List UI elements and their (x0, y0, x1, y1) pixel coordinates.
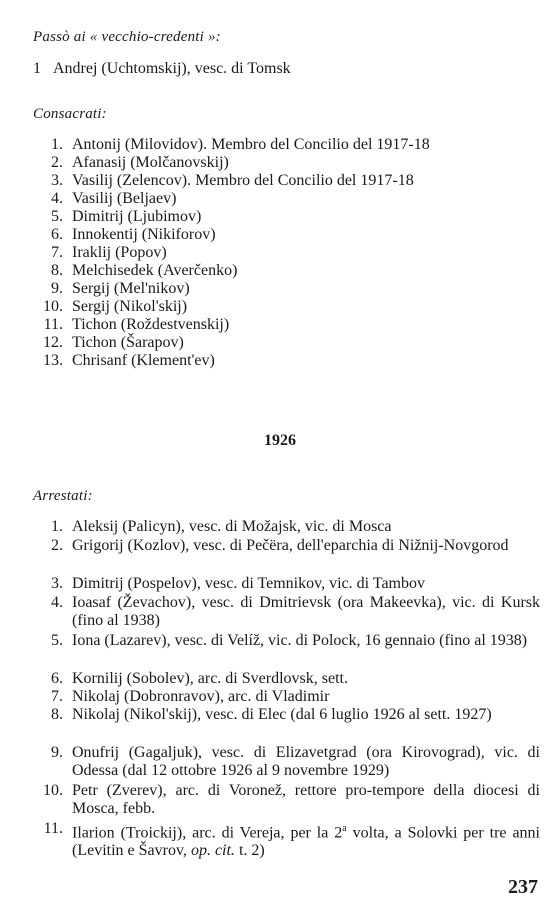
list-item-text: Ilarion (Troickij), arc. di Vereja, per la 2$^a$ volta, a Solovki per tre anni (Levitin e Šavrov, op. cit. t. 2) (72, 823, 541, 859)
page-number: 237 (508, 876, 538, 898)
transferred-text: Andrej (Uchtomskij), vesc. di Tomsk (53, 60, 291, 77)
transferred-heading: Passò ai « vecchio-credenti »: (33, 29, 221, 45)
year-heading: 1926 (264, 432, 296, 449)
arrested-heading: Arrestati: (33, 488, 93, 504)
consecrated-heading: Consacrati: (33, 106, 107, 122)
transferred-entry (33, 60, 291, 78)
book-page: Passò ai « vecchio-credenti »: 1 Andrej (Uchtomskij), vesc. di Tomsk Consacrati: 1. Antonij (Milovidov). Membro del Concilio del 1917-18 2. Afanasij (Molčanovskij) 3. Vasilij (Zelencov). Membro del Concilio del 1917-18 4. Vasilij (Beljaev) 5. Dimitrij (Ljubimov) 6. Innokentij (Nikiforov) 7. Iraklij (Popov) 8. Melchisedek (Averčenko) 9. Sergij (Mel'nikov) 10. Sergij (Nikol'skij) 11. Tichon (Roždestvenskij) 12. Tichon (Šarapov) 13. Chrisanf (Klement'ev) 1926 Arrestati: 1. Aleksij (Palicyn), vesc. di Možajsk, vic. di Mosca 2. Grigorij (Kozlov), vesc. di Pečëra, dell'eparchia di Nižnij-Novgorod 3. Dimitrij (Pospelov), vesc. di Temnikov, vic. di Tambov 4. Ioasaf (Ževachov), vesc. di Dmitrievsk (ora Makeevka), vic. di Kursk (fino al 1938) 5. Iona (Lazarev), vesc. di Velíž, vic. di Polock, 16 gennaio (fino al 1938) 6. Kornilij (Sobolev), arc. di Sverdlovsk, sett. 7. Nikolaj (Dobronravov), arc. di Vladimir 8. Nikolaj (Nikol'skij), vesc. di Elec (dal 6 luglio 1926 al sett. 1927) 9. Onufrij (Gagaljuk), vesc. di Elizavetgrad (ora Kirovograd), vic. di Odessa (dal 12 ottobre 1926 al 9 novembre 1929) 10. Petr (Zverev), arc. di Voronež, rettore pro-tempore della diocesi di Mosca, febb. 11. Ilarion (Troickij), arc. di Vereja, per la 2$^a$ volta, a Solovki per tre anni (Levitin e Šavrov, op. cit. t. 2) 237 (0, 0, 560, 916)
transferred-number: 1 (33, 60, 41, 77)
